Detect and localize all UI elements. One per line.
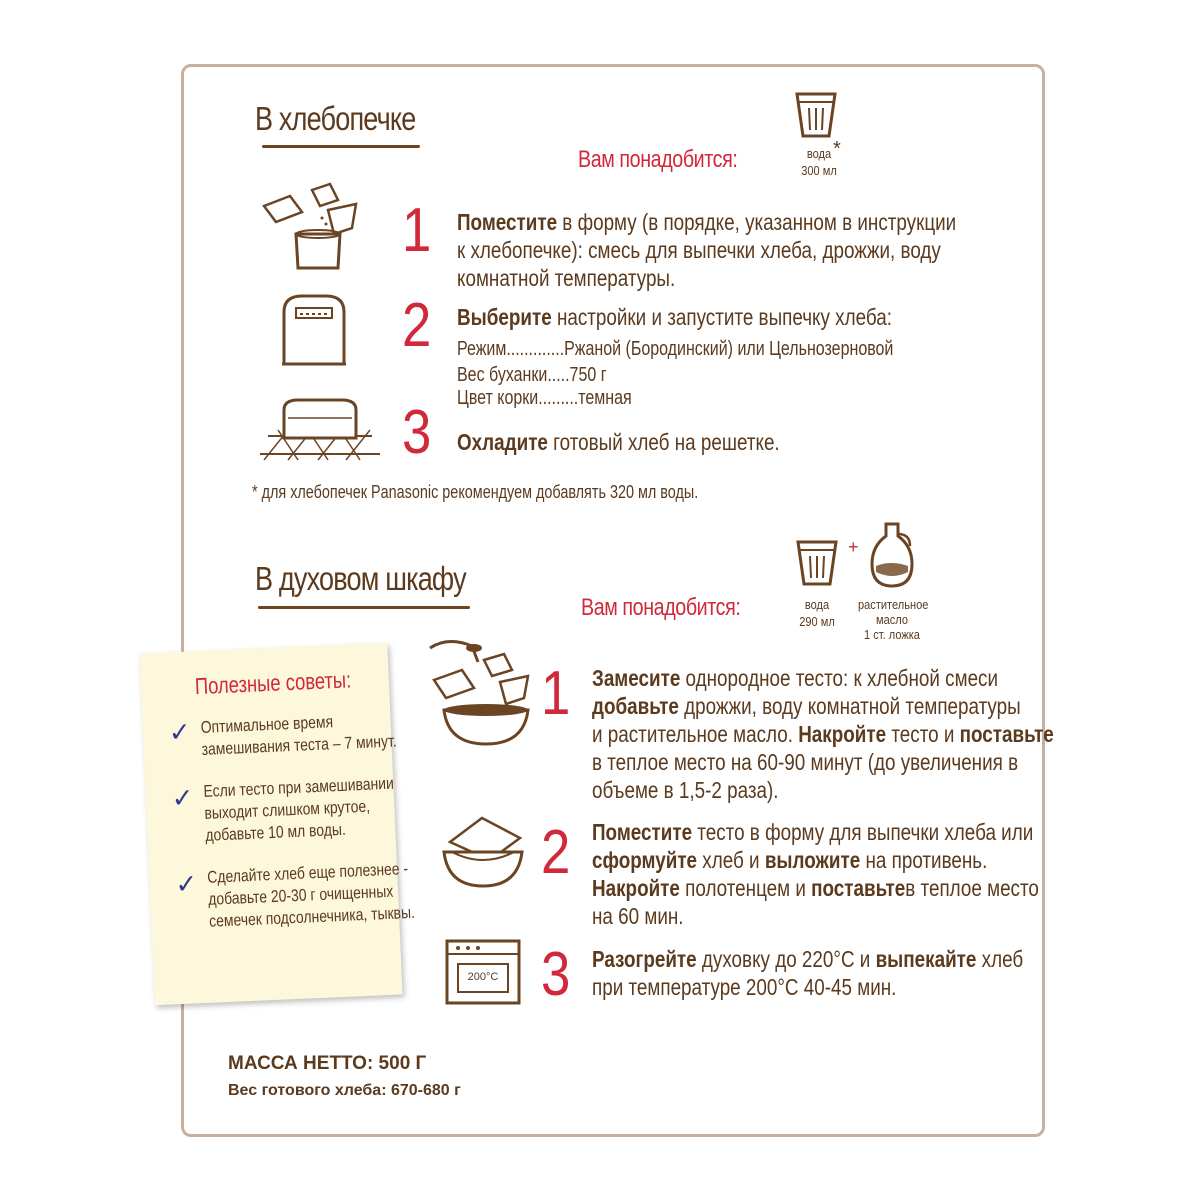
tips-title: Полезные советы:: [194, 666, 352, 700]
ready-bread-weight: Вес готового хлеба: 670-680 г: [228, 1082, 461, 1099]
step-number: 3: [402, 398, 432, 467]
oven-step-2-text: Поместите тесто в форму для выпечки хлеба или сформуйте хлеб и выложите на противень. Накройте полотенцем и поставьтев теплое место на 60 мин.: [592, 819, 1039, 929]
need-label: Вам понадобится:: [578, 146, 738, 173]
water-asterisk: *: [833, 138, 841, 160]
step-number: 1: [541, 659, 571, 728]
step-number: 1: [402, 196, 432, 265]
breadmaker-step-1-text: Поместите в форму (в порядке, указанном в инструкции к хлебопечке): смесь для выпечки хлеба, дрожжи, воду комнатной температуры.: [457, 209, 957, 291]
glass-icon: [794, 536, 840, 588]
water-label: вода: [806, 146, 832, 161]
panasonic-footnote: * для хлебопечек Panasonic рекомендуем добавлять 320 мл воды.: [252, 482, 699, 502]
oven-display: 200°C: [467, 971, 499, 983]
net-mass: МАССА НЕТТО: 500 Г: [228, 1053, 427, 1074]
pouring-ingredients-icon: [256, 182, 366, 274]
tip-item: Оптимальное время замешивания теста – 7 минут.: [200, 712, 398, 759]
glass-icon: [793, 88, 839, 140]
oven-heading: В духовом шкафу: [255, 560, 466, 597]
breadmaker-step-3-text: Охладите готовый хлеб на решетке.: [457, 429, 780, 455]
tip-item: Сделайте хлеб еще полезнее - добавьте 20-30 г очищенных семечек подсолнечника, тыквы.: [206, 859, 416, 931]
water-amount: 290 мл: [799, 614, 835, 629]
check-icon: ✓: [168, 717, 192, 749]
oven-step-1-text: Замесите однородное тесто: к хлебной смеси добавьте дрожжи, воду комнатной температуры и растительное масло. Накройте тесто и поставьте в теплое место на 60-90 минут (до увеличения в объеме в 1,5-2 раза).: [592, 665, 1054, 803]
mixing-bowl-icon: [428, 636, 540, 748]
bread-on-rack-icon: [258, 396, 382, 466]
water-label: вода: [804, 597, 830, 612]
oil-bottle-icon: [868, 520, 916, 590]
heading-underline: [262, 145, 420, 148]
need-label: Вам понадобится:: [581, 594, 741, 621]
tips-note: [139, 643, 416, 1005]
setting-weight: Вес буханки.....750 г: [457, 364, 607, 386]
breadmaker-icon: [278, 292, 350, 372]
check-icon: ✓: [171, 783, 195, 815]
plus-sign: +: [848, 537, 859, 557]
breadmaker-settings: [457, 338, 893, 410]
check-icon: ✓: [174, 869, 199, 901]
setting-crust: Цвет корки.........темная: [457, 387, 632, 409]
water-amount: 300 мл: [801, 163, 837, 178]
oil-label: растительное масло 1 ст. ложка: [858, 597, 929, 642]
tip-item: Если тесто при замешивании выходит слишком крутое, добавьте 10 мл воды.: [203, 773, 395, 845]
oven-step-3-text: Разогрейте духовку до 220°С и выпекайте хлеб при температуре 200°С 40-45 мин.: [592, 946, 1024, 1000]
step-number: 2: [402, 291, 432, 360]
dough-bowl-icon: [440, 812, 526, 890]
breadmaker-heading: В хлебопечке: [255, 100, 416, 137]
step-number: 2: [541, 818, 571, 887]
step-number: 3: [541, 940, 571, 1009]
setting-mode: Режим.............Ржаной (Бородинский) или Цельнозерновой: [457, 338, 894, 360]
breadmaker-step-2-text: Выберите настройки и запустите выпечку хлеба:: [457, 304, 892, 330]
heading-underline: [258, 606, 470, 609]
